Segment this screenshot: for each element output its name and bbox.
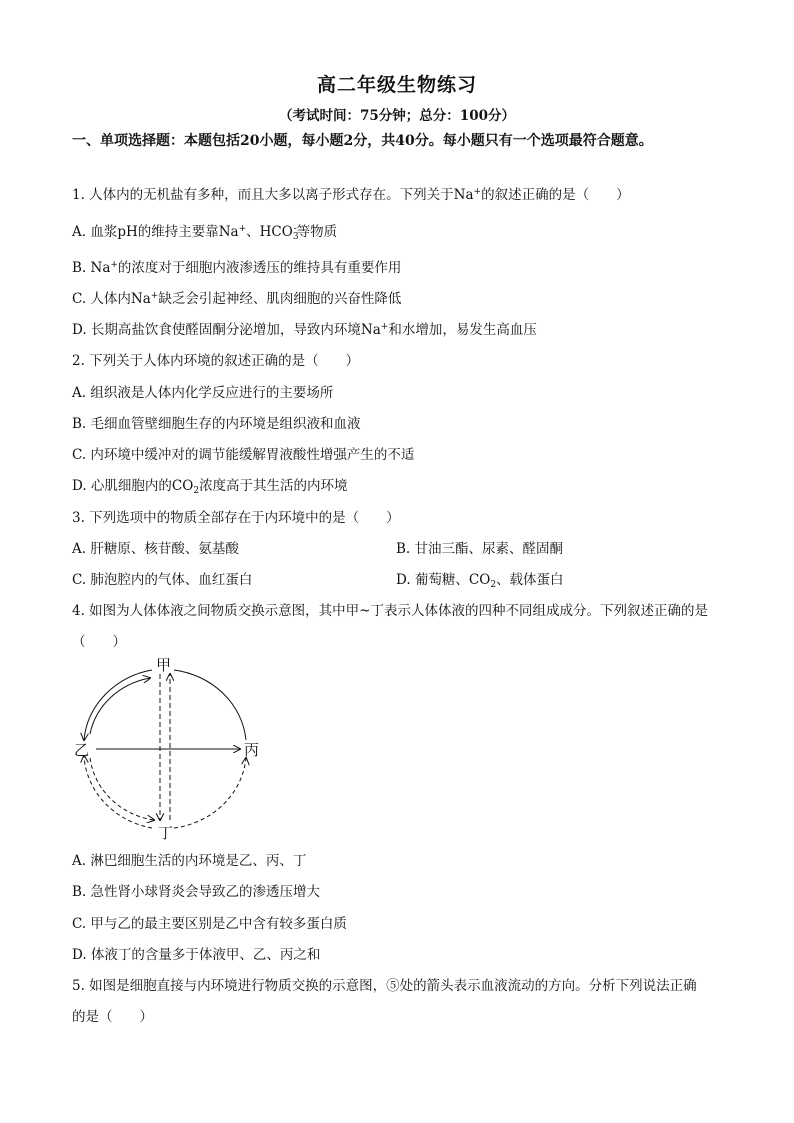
q5-stem-line1: 5. 如图是细胞直接与内环境进行物质交换的示意图，⑤处的箭头表示血液流动的方向。分析下列说法正确 [72, 978, 697, 994]
label-bing: 丙 [244, 741, 260, 759]
q3-option-b: B. 甘油三酯、尿素、醛固酮 [396, 541, 564, 557]
arc-top-left-inner [90, 678, 150, 734]
section-heading: 一、单项选择题：本题包括20小题，每小题2分，共40分。每小题只有一个选项最符合题意。 [72, 133, 653, 149]
q2-option-a: A. 组织液是人体内化学反应进行的主要场所 [72, 385, 334, 401]
q4-option-a: A. 淋巴细胞生活的内环境是乙、丙、丁 [72, 853, 307, 869]
label-ding: 丁 [158, 824, 174, 842]
q5-stem-line2: 的是（ ） [72, 1009, 153, 1025]
q3-option-c: C. 肺泡腔内的气体、血红蛋白 [72, 572, 253, 588]
q1-option-b: B. Na+的浓度对于细胞内液渗透压的维持具有重要作用 [72, 260, 402, 276]
body-fluid-exchange-diagram [70, 652, 270, 842]
q3-option-a: A. 肝糖原、核苷酸、氨基酸 [72, 541, 239, 557]
arc-bottom-right [174, 758, 246, 828]
q3-stem: 3. 下列选项中的物质全部存在于内环境中的是（ ） [72, 510, 400, 526]
arc-bottom-left-inner [84, 756, 152, 828]
q1-option-d: D. 长期高盐饮食使醛固酮分泌增加，导致内环境Na+和水增加，易发生高血压 [72, 322, 537, 338]
arc-top-left [84, 670, 152, 740]
q3-option-d: D. 葡萄糖、$CO_2$、载体蛋白 [396, 572, 564, 590]
label-yi: 乙 [74, 741, 90, 759]
q2-option-c: C. 内环境中缓冲对的调节能缓解胃液酸性增强产生的不适 [72, 447, 415, 463]
page-title: 高二年级生物练习 [316, 74, 477, 96]
q4-option-d: D. 体液丁的含量多于体液甲、乙、丙之和 [72, 947, 321, 963]
q2-stem: 2. 下列关于人体内环境的叙述正确的是（ ） [72, 353, 360, 369]
q2-option-b: B. 毛细血管壁细胞生存的内环境是组织液和血液 [72, 416, 361, 432]
q2-option-d: D. 心肌细胞内的$CO_2$浓度高于其生活的内环境 [72, 478, 348, 496]
q4-option-c: C. 甲与乙的最主要区别是乙中含有较多蛋白质 [72, 916, 347, 932]
q4-option-b: B. 急性肾小球肾炎会导致乙的渗透压增大 [72, 884, 321, 900]
arc-bottom-left [90, 758, 154, 820]
q1-option-a: A. 血浆pH的维持主要靠Na+、$HCO_3^-$等物质 [72, 224, 338, 242]
arc-top-right [174, 670, 246, 740]
q1-option-c: C. 人体内Na+缺乏会引起神经、肌肉细胞的兴奋性降低 [72, 291, 402, 307]
q4-stem-line1: 4. 如图为人体体液之间物质交换示意图，其中甲~丁表示人体体液的四种不同组成成分。下列叙述正确的是 [72, 603, 708, 619]
q4-stem-line2: （ ） [72, 634, 126, 650]
exam-info: （考试时间：75分钟；总分：100分） [279, 108, 515, 124]
q1-stem: 1. 人体内的无机盐有多种，而且大多以离子形式存在。下列关于Na+的叙述正确的是（ ） [72, 187, 630, 203]
label-jia: 甲 [156, 656, 172, 674]
